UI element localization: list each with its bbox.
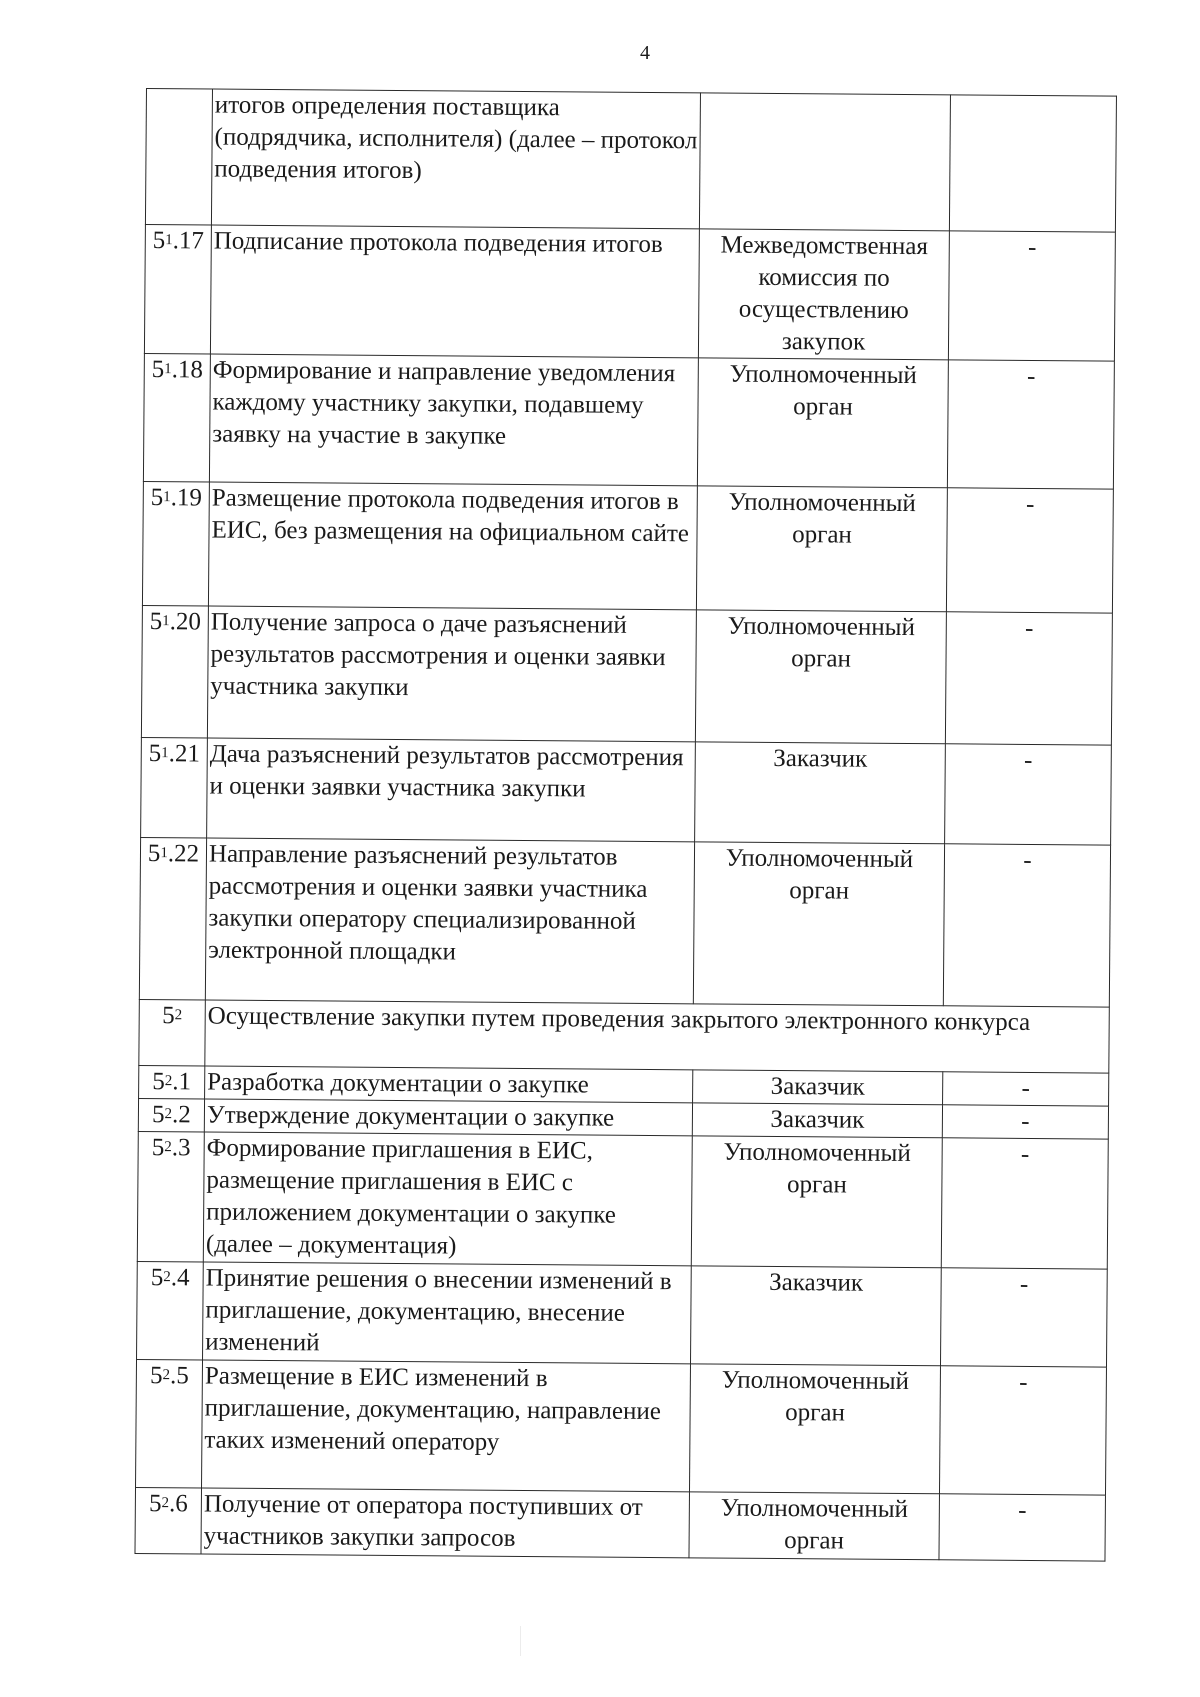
row-note: - [943, 1072, 1109, 1106]
row-action: Размещение в ЕИС изменений в приглашение, документацию, направление таких изменений оператору [202, 1360, 691, 1492]
row-number: $5^1.17$ [144, 224, 211, 354]
table-row [139, 837, 1110, 1007]
row-note: - [943, 844, 1110, 1007]
row-number: $5^1.22$ [139, 837, 206, 1000]
row-action: Получение запроса о даче разъяснений результатов рассмотрения и оценки заявки участника закупки [207, 606, 696, 742]
row-action: Направление разъяснений результатов рассмотрения и оценки заявки участника закупки оператору специализированной электронной площадки [205, 838, 694, 1004]
table-row [143, 353, 1114, 489]
row-number: $5^2.6$ [135, 1487, 202, 1554]
row-responsible: Уполномоченный орган [689, 1492, 940, 1560]
row-note [949, 95, 1116, 232]
row-number: $5^2.1$ [139, 1065, 205, 1099]
row-note: - [941, 1138, 1108, 1269]
row-number: $5^2.5$ [136, 1359, 203, 1488]
table-row [144, 224, 1115, 361]
row-responsible: Уполномоченный орган [696, 486, 947, 612]
row-number: $5^1.20$ [141, 605, 208, 738]
row-responsible: Уполномоченный орган [689, 1364, 940, 1494]
table-row [135, 1487, 1105, 1561]
row-responsible: Уполномоченный орган [695, 610, 946, 744]
scan-mark [520, 1626, 521, 1656]
page-number: 4 [640, 42, 650, 64]
table-row [141, 605, 1112, 745]
row-responsible: Заказчик [692, 1103, 942, 1138]
row-responsible: Заказчик [695, 742, 946, 844]
row-action: Получение от оператора поступивших от участников закупки запросов [201, 1488, 690, 1558]
row-responsible: Уполномоченный орган [697, 358, 948, 488]
table-row [141, 737, 1112, 845]
row-responsible: Заказчик [690, 1266, 941, 1366]
row-action: итогов определения поставщика (подрядчика, исполнителя) (далее – протокол подведения итогов) [211, 89, 700, 229]
table-row [137, 1261, 1108, 1367]
row-note: - [942, 1105, 1108, 1139]
row-responsible: Уполномоченный орган [691, 1136, 942, 1268]
row-action: Разработка документации о закупке [205, 1066, 693, 1103]
row-responsible: Межведомственная комиссия по осуществлению закупок [698, 229, 949, 360]
row-number [145, 89, 212, 226]
table-row [136, 1359, 1107, 1495]
row-number: $5^1.21$ [141, 737, 208, 838]
table-row [145, 89, 1116, 233]
row-number: $5^1.18$ [143, 353, 210, 482]
row-action: Дача разъяснений результатов рассмотрения и оценки заявки участника закупки [207, 738, 696, 842]
section-row [139, 999, 1109, 1073]
row-note: - [945, 612, 1112, 745]
row-note: - [939, 1366, 1106, 1495]
section-number: $5^2$ [139, 999, 206, 1066]
row-action: Формирование и направление уведомления каждому участнику закупки, подавшему заявку на участие в закупке [209, 354, 698, 486]
row-number: $5^2.2$ [138, 1098, 204, 1132]
row-action: Размещение протокола подведения итогов в ЕИС, без размещения на официальном сайте [208, 482, 697, 610]
row-responsible: Заказчик [693, 1070, 943, 1105]
row-action: Утверждение документации о закупке [204, 1099, 692, 1136]
row-responsible [699, 93, 950, 231]
row-note: - [940, 1268, 1107, 1367]
row-note: - [947, 360, 1114, 489]
row-action: Формирование приглашения в ЕИС, размещение приглашения в ЕИС с приложением документации о закупке (далее – документация) [203, 1132, 692, 1266]
row-number: $5^2.4$ [137, 1261, 204, 1360]
row-action: Принятие решения о внесении изменений в приглашение, документацию, внесение изменений [203, 1262, 692, 1364]
table-row [137, 1131, 1108, 1269]
row-note: - [939, 1494, 1106, 1561]
row-responsible: Уполномоченный орган [693, 842, 944, 1006]
row-note: - [945, 744, 1112, 845]
row-note: - [946, 488, 1113, 613]
procedure-table [134, 88, 1116, 1562]
row-number: $5^1.19$ [142, 481, 209, 606]
row-note: - [948, 231, 1115, 361]
section-title: Осуществление закупки путем проведения закрытого электронного конкурса [205, 1000, 1109, 1073]
row-number: $5^2.3$ [137, 1131, 204, 1262]
row-action: Подписание протокола подведения итогов [210, 225, 699, 358]
table-row [142, 481, 1113, 613]
